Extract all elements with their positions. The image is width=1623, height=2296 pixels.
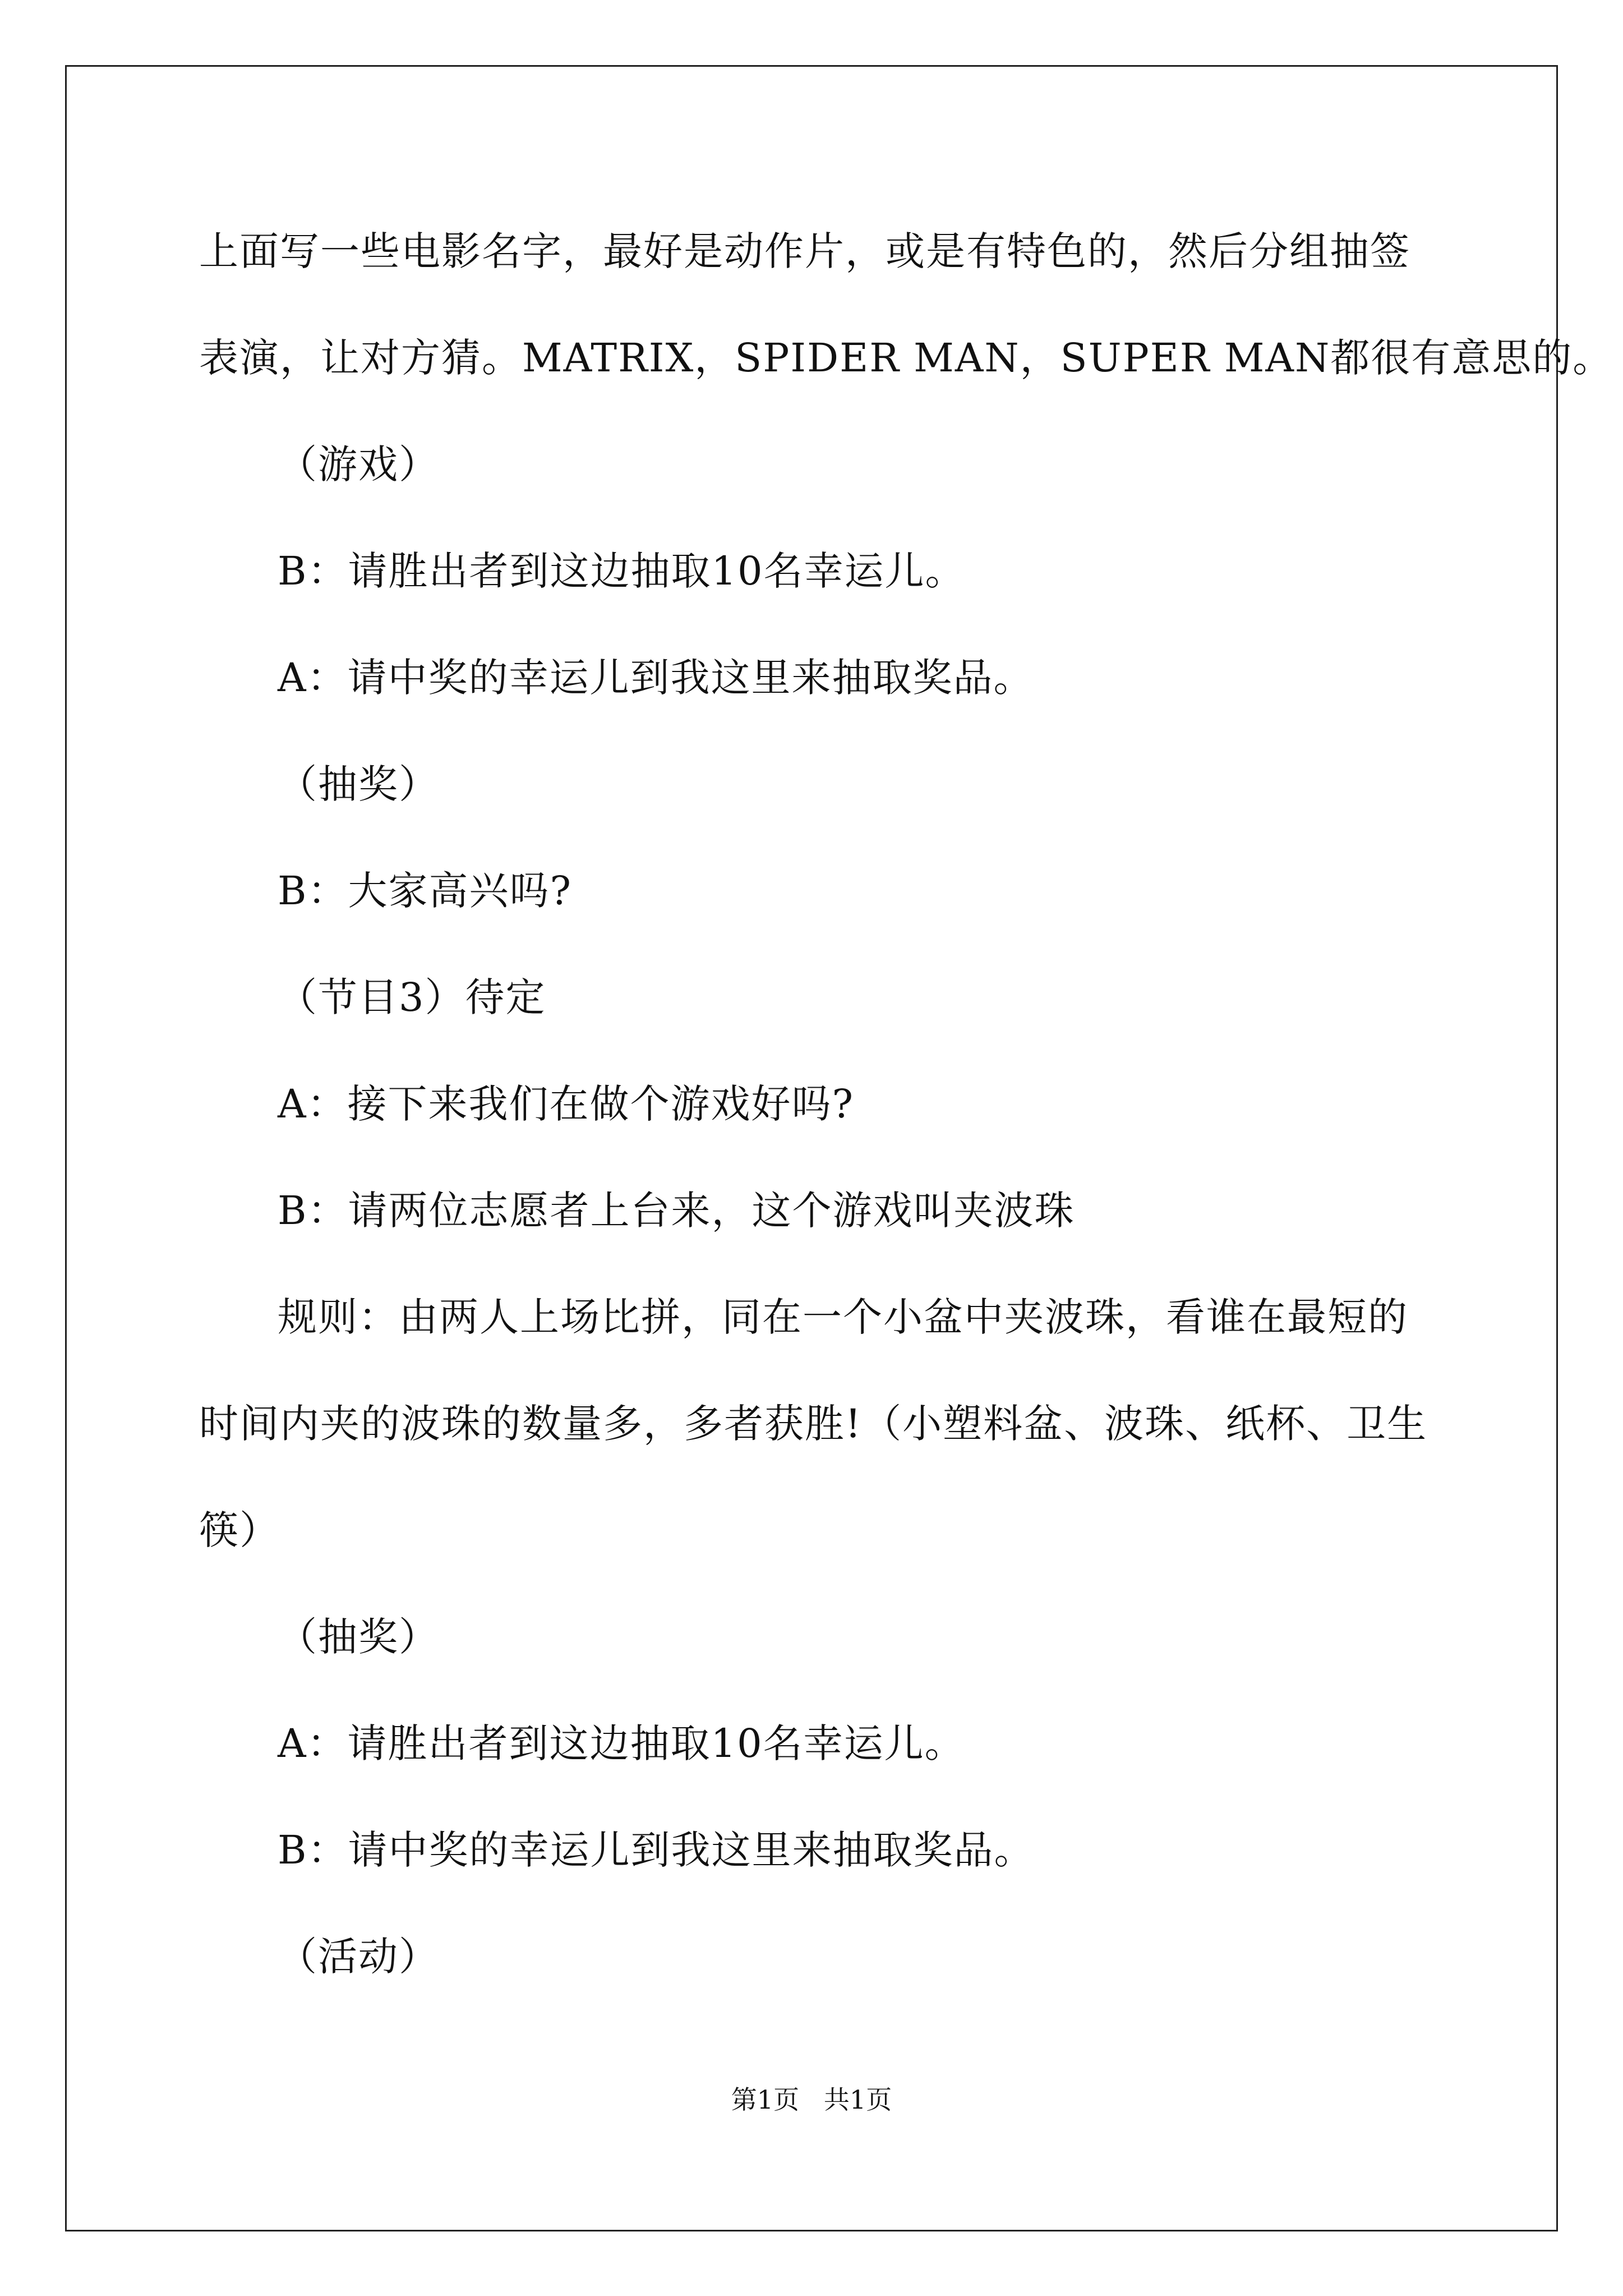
text-line: （抽奖）	[278, 1614, 439, 1660]
page-footer: 第1页 共1页	[731, 2085, 892, 2115]
text-line: A：请中奖的幸运儿到我这里来抽取奖品。	[278, 655, 1034, 701]
text-line: （游戏）	[278, 441, 439, 487]
text-line: A：请胜出者到这边抽取10名幸运儿。	[278, 1720, 965, 1766]
page-border	[65, 65, 1558, 2231]
text-line: A：接下来我们在做个游戏好吗?	[278, 1081, 855, 1127]
text-line: （节目3）待定	[278, 974, 546, 1020]
text-line: B：请中奖的幸运儿到我这里来抽取奖品。	[278, 1827, 1035, 1873]
text-line: （活动）	[278, 1934, 439, 1980]
text-line: 规则：由两人上场比拼，同在一个小盆中夹波珠，看谁在最短的	[278, 1294, 1408, 1340]
text-line: （抽奖）	[278, 761, 439, 807]
text-line: 上面写一些电影名字，最好是动作片，或是有特色的，然后分组抽签	[199, 228, 1410, 274]
text-line: 时间内夹的波珠的数量多，多者获胜!（小塑料盆、波珠、纸杯、卫生	[199, 1401, 1428, 1447]
text-line: B：大家高兴吗?	[278, 868, 572, 914]
text-line: 筷）	[199, 1507, 280, 1553]
text-line: B：请两位志愿者上台来，这个游戏叫夹波珠	[278, 1188, 1075, 1234]
text-line: 表演，让对方猜。MATRIX，SPIDER MAN，SUPER MAN都很有意思的。	[199, 335, 1613, 381]
text-line: B：请胜出者到这边抽取10名幸运儿。	[278, 548, 966, 594]
